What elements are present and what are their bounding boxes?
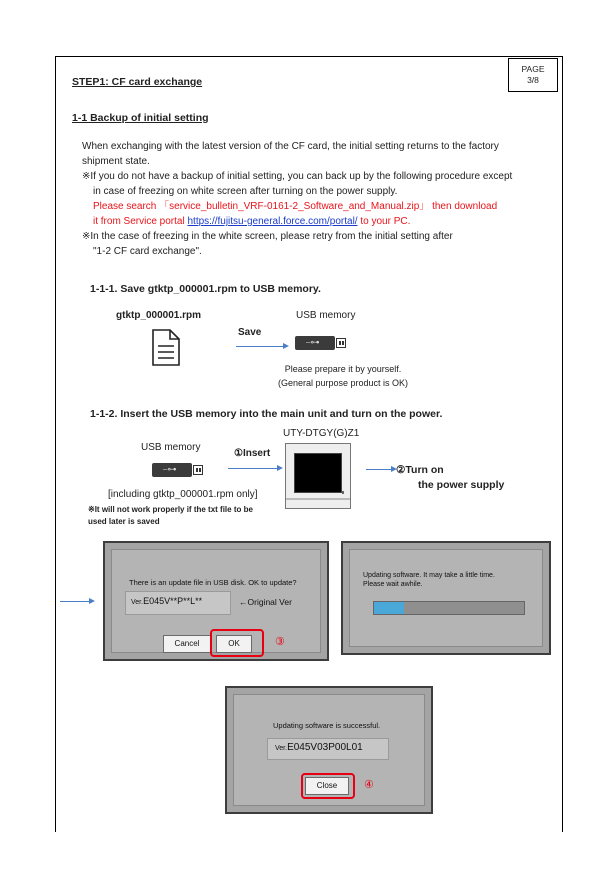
- update-message: There is an update file in USB disk. OK to update?: [129, 578, 297, 587]
- note-line: ※If you do not have a backup of initial setting, you can back up by the following procedure except: [82, 171, 513, 182]
- controller-screen: [294, 453, 342, 493]
- turn-on-label: ②Turn on: [396, 464, 444, 476]
- power-supply-label: the power supply: [418, 479, 505, 491]
- insert-arrow: [228, 468, 278, 469]
- warning-line: used later is saved: [88, 517, 160, 526]
- prepare-note-line: Please prepare it by yourself.: [284, 364, 402, 374]
- section-title: 1-1 Backup of initial setting: [72, 112, 209, 124]
- intro-line: When exchanging with the latest version of the CF card, the initial setting returns to the factory: [82, 141, 499, 152]
- page-number: 3/8: [527, 75, 539, 85]
- progress-message-line: Please wait awhile.: [363, 581, 423, 588]
- step-title: STEP1: CF card exchange: [72, 76, 203, 88]
- usb-memory-icon: ⎯⊶: [152, 463, 204, 477]
- usb-memory-icon: ⎯⊶: [295, 336, 347, 350]
- ok-button[interactable]: OK: [216, 635, 252, 653]
- warning-note: [88, 504, 253, 528]
- version-text: [131, 596, 202, 606]
- intro-line: shipment state.: [82, 156, 150, 167]
- page-number-box: [508, 58, 558, 92]
- original-version-note: ←Original Ver: [239, 597, 292, 607]
- ok-highlight: [210, 629, 264, 657]
- device-label: UTY-DTGY(G)Z1: [283, 428, 360, 439]
- progress-dialog: [341, 541, 551, 655]
- file-label: gtktp_000001.rpm: [116, 310, 202, 321]
- progress-bar-fill: [374, 602, 404, 614]
- red-note-text: to your PC.: [357, 216, 411, 227]
- progress-bar: [373, 601, 525, 615]
- power-arrow: [366, 469, 392, 470]
- version-prefix: Ver.: [275, 745, 288, 752]
- prepare-note-line: (General purpose product is OK): [277, 378, 409, 388]
- red-note-line: Please search 「service_bulletin_VRF-0161-2_Software_and_Manual.zip」 then download: [93, 201, 498, 212]
- save-label: Save: [238, 327, 262, 338]
- version-value: E045V**P**L**: [143, 596, 203, 606]
- step-1-1-1-title: 1-1-1. Save gtktp_000001.rpm to USB memory.: [90, 283, 321, 295]
- step-mark-4: ④: [364, 779, 374, 791]
- document-icon: [150, 329, 182, 367]
- left-pointer-arrow: [60, 601, 90, 602]
- note-line: ※In the case of freezing in the white screen, please retry from the initial setting after: [82, 231, 453, 242]
- progress-message: [363, 571, 495, 589]
- close-highlight: [301, 773, 355, 799]
- note-line: "1-2 CF card exchange".: [93, 246, 202, 257]
- step-mark-3: ③: [275, 636, 285, 648]
- intro-text: [82, 139, 562, 259]
- usb-label-2: USB memory: [141, 442, 201, 453]
- red-note-text: it from Service portal: [93, 216, 188, 227]
- prepare-note: [263, 362, 423, 390]
- including-note: [including gtktp_000001.rpm only]: [108, 489, 258, 500]
- note-line: in case of freezing on white screen after turning on the power supply.: [93, 186, 398, 197]
- version-prefix: Ver.: [131, 599, 144, 606]
- controller-device: [285, 443, 351, 509]
- close-button[interactable]: Close: [305, 777, 349, 795]
- version-value: E045V03P00L01: [287, 742, 363, 753]
- service-portal-link[interactable]: https://fujitsu-general.force.com/portal/: [187, 216, 358, 227]
- step-1-1-2-title: 1-1-2. Insert the USB memory into the main unit and turn on the power.: [90, 408, 443, 420]
- usb-label: USB memory: [296, 310, 356, 321]
- cancel-button[interactable]: Cancel: [163, 635, 211, 653]
- red-note-line: [82, 214, 562, 229]
- progress-message-line: Updating software. It may take a little time.: [363, 572, 495, 579]
- success-message: Updating software is successful.: [273, 721, 381, 730]
- page-label: PAGE: [521, 64, 545, 74]
- insert-label: ①Insert: [234, 448, 271, 459]
- warning-line: ※It will not work properly if the txt file to be: [88, 505, 253, 514]
- save-arrow: [236, 346, 284, 347]
- version-text: [275, 742, 363, 753]
